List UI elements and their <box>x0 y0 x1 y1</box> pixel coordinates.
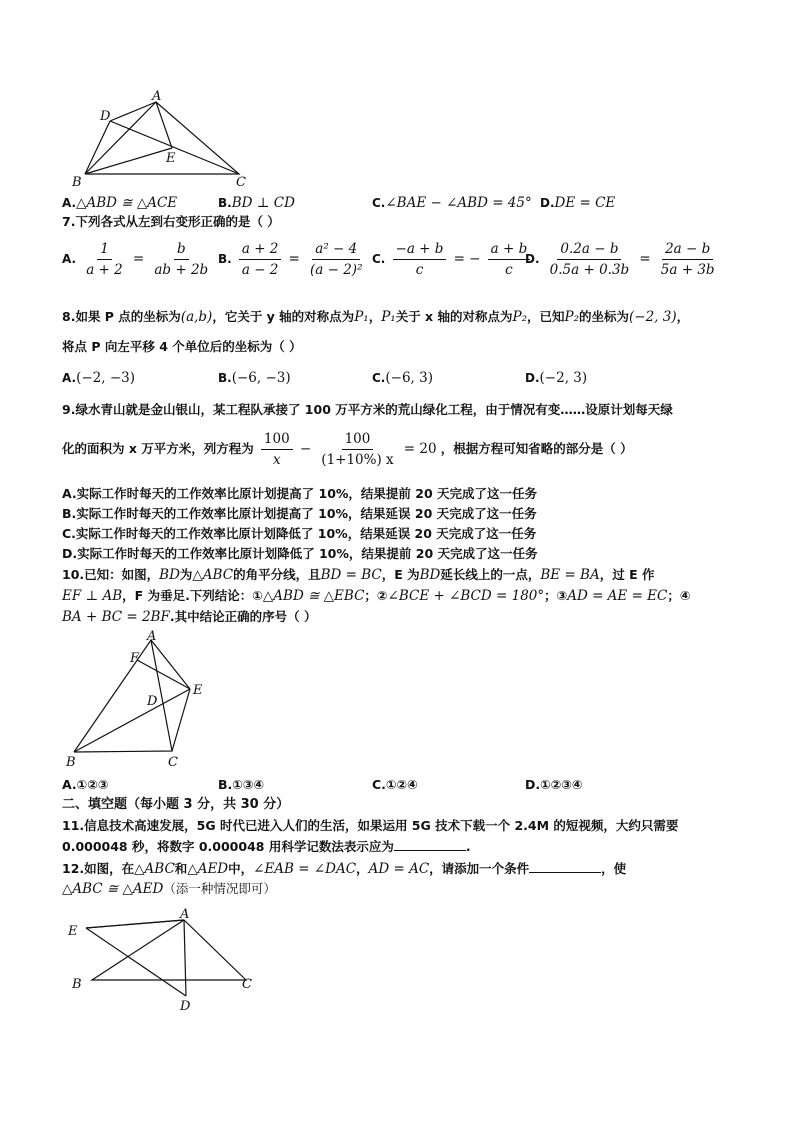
q9-option-b[interactable]: B.实际工作时每天的工作效率比原计划提高了 10%，结果延误 20 天完成了这一任务 <box>62 506 537 521</box>
label-e: E <box>166 151 176 166</box>
label-d: D <box>100 109 111 124</box>
q7-stem: 7.下列各式从左到右变形正确的是（ ） <box>62 214 280 229</box>
q6-option-d[interactable]: D.DE = CE <box>540 195 616 211</box>
label-a: A <box>180 908 190 922</box>
q8-line-1: 8.如果 P 点的坐标为(a,b)，它关于 y 轴的对称点为P₁，P₁关于 x 轴的对称点为P₂，已知P₂的坐标为(−2, 3)， <box>62 309 690 325</box>
q6-option-c[interactable]: C.∠BAE − ∠ABD = 45° <box>372 195 532 211</box>
q9-line-1: 9.绿水青山就是金山银山，某工程队承接了 100 万平方米的荒山绿化工程，由于情况有变……设原计划每天绿 <box>62 402 673 417</box>
label-e: E <box>193 683 203 698</box>
label-d: D <box>147 694 158 709</box>
figure-q12 <box>60 908 270 1018</box>
q10-option-b[interactable]: B.①③④ <box>218 777 265 792</box>
label-f: F <box>130 651 140 666</box>
q6-option-a[interactable]: A.△ABD ≅ △ACE <box>62 195 178 211</box>
label-b: B <box>66 755 76 770</box>
label-c: C <box>168 755 178 770</box>
q6-option-b[interactable]: B.BD ⊥ CD <box>218 195 295 211</box>
q10-line-3: BA + BC = 2BF.其中结论正确的序号（ ） <box>62 609 317 625</box>
q8-option-b[interactable]: B.(−6, −3) <box>218 370 291 386</box>
q10-line-1: 10.已知：如图，BD为△ABC的角平分线，且BD = BC，E 为BD延长线上的一点，BE = BA，过 E 作 <box>62 567 655 583</box>
q10-option-a[interactable]: A.①②③ <box>62 777 109 792</box>
q9-option-a[interactable]: A.实际工作时每天的工作效率比原计划提高了 10%，结果提前 20 天完成了这一任务 <box>62 486 538 501</box>
q8-option-d[interactable]: D.(−2, 3) <box>525 370 588 386</box>
q12-answer-blank[interactable] <box>529 858 601 873</box>
q9-option-d[interactable]: D.实际工作时每天的工作效率比原计划降低了 10%，结果提前 20 天完成了这一任务 <box>62 546 538 561</box>
q7-option-d[interactable]: D. $\frac{0.2a - b}{0.5a + 0.3b}$ = $\frac{2a - b}{5a + 3b}$ <box>525 241 715 278</box>
q11-answer-blank[interactable] <box>394 836 466 851</box>
label-e: E <box>68 924 78 939</box>
label-b: B <box>72 175 82 190</box>
q10-option-c[interactable]: C.①②④ <box>372 777 418 792</box>
q11-line-2: 0.000048 秒，将数字 0.000048 用科学记数法表示应为 . <box>62 836 471 858</box>
q7-option-a[interactable]: A. $\frac{1}{a + 2}$ = $\frac{b}{ab + 2b}$ <box>62 241 209 278</box>
label-d: D <box>180 999 191 1014</box>
label-a: A <box>147 630 157 644</box>
q7-option-c[interactable]: C. $\frac{-a + b}{c}$ = − $\frac{a + b}{c}$ <box>372 240 533 279</box>
label-c: C <box>242 977 252 992</box>
label-a: A <box>152 89 162 104</box>
q9-option-c[interactable]: C.实际工作时每天的工作效率比原计划降低了 10%，结果延误 20 天完成了这一任务 <box>62 526 537 541</box>
label-b: B <box>72 977 82 992</box>
q10-line-2: EF ⊥ AB，F 为垂足.下列结论：①△ABD ≅ △EBC；②∠BCE + ∠BCD = 180°；③AD = AE = EC；④ <box>62 588 691 604</box>
q7-option-b[interactable]: B. $\frac{a + 2}{a - 2}$ = $\frac{\text{a² − 4}}{\text{(a − 2)²}}$ <box>218 241 363 278</box>
q12-line-1: 12.如图，在△ABC和△AED中，∠EAB = ∠DAC，AD = AC，请添加一个条件 ，使 <box>62 858 626 880</box>
q8-option-c[interactable]: C.(−6, 3) <box>372 370 433 386</box>
q8-line-2: 将点 P 向左平移 4 个单位后的坐标为（ ） <box>62 339 302 354</box>
q8-option-a[interactable]: A.(−2, −3) <box>62 370 135 386</box>
q11-line-1: 11.信息技术高速发展，5G 时代已进入人们的生活，如果运用 5G 技术下载一个 2.4M 的短视频，大约只需要 <box>62 818 679 833</box>
q12-line-2: △ABC ≅ △AED（添一种情况即可） <box>62 881 276 897</box>
q9-line-2: 化的面积为 x 万平方米，列方程为 $\frac{100}{x}$ − $\frac{100}{(1+10\%) x}$ = 20 ，根据方程可知省略的部分是（ ） <box>62 431 633 468</box>
section-heading: 二、填空题（每小题 3 分，共 30 分） <box>62 797 290 812</box>
figure-q10 <box>60 630 220 772</box>
label-c: C <box>236 175 246 190</box>
q10-option-d[interactable]: D.①②③④ <box>525 777 583 792</box>
figure-q6 <box>60 88 260 190</box>
